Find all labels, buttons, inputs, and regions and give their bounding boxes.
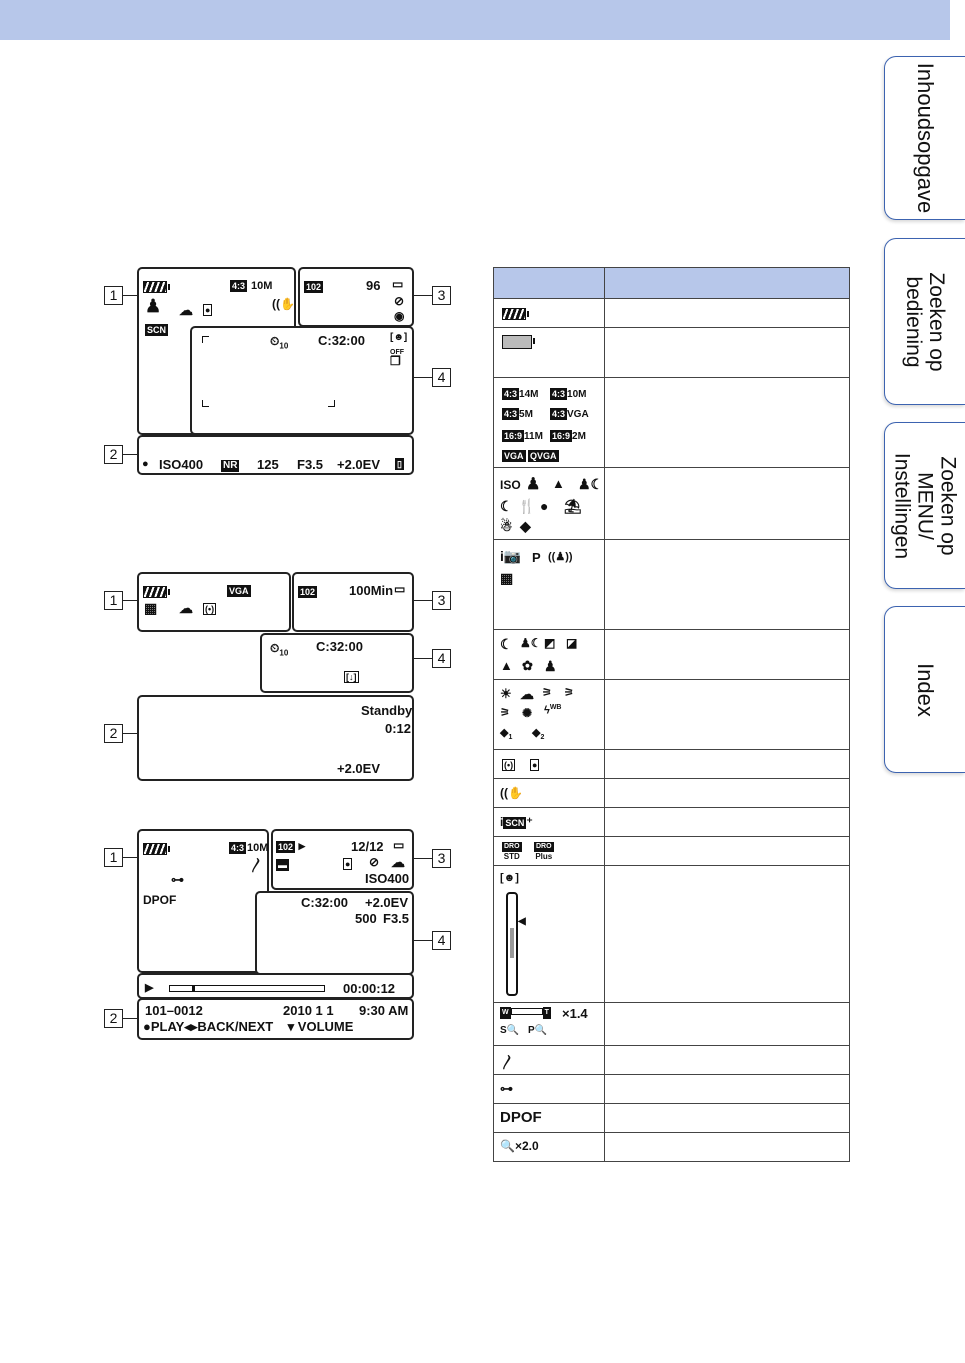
night-portrait-icon: ♟☾ <box>578 476 604 492</box>
remaining-time: 100Min <box>349 583 394 598</box>
aspect-badge: 4:3 <box>231 843 245 853</box>
high-sensitivity-icon: ISO <box>500 478 521 492</box>
night-icon: ☾ <box>500 498 513 514</box>
print-order-icon: 〳 <box>249 857 265 874</box>
focus-icon: [↓] <box>346 672 357 682</box>
table-row <box>494 1104 850 1133</box>
iso-value: ISO400 <box>159 457 204 472</box>
portrait-icon: ♟ <box>145 296 162 316</box>
folder-icon: 102 <box>306 282 322 292</box>
battery-empty-icon <box>502 335 532 349</box>
record-time: 9:30 AM <box>359 1003 409 1018</box>
playback-progress-thumb[interactable] <box>192 986 195 991</box>
rec-time: C:32:00 <box>318 333 365 348</box>
movie-vga-icon: VGA <box>504 451 524 461</box>
table-header-cell <box>494 268 605 299</box>
aspect-badge: 4:3 <box>232 281 246 291</box>
aperture-value: F3.5 <box>297 457 324 472</box>
table-row <box>494 378 850 468</box>
shutter-speed: 125 <box>257 457 279 472</box>
size-label: 14M <box>519 389 539 400</box>
table-row: i SCN ⁺ <box>494 808 850 837</box>
scn-icon: SCN <box>147 325 167 335</box>
table-header-cell <box>605 268 850 299</box>
table-row <box>494 1075 850 1104</box>
area-4-panel <box>260 633 414 693</box>
callout-line <box>412 940 432 941</box>
area-3-panel: 102 ▸ 12/12 ▭ ▬ ● ⊘ ☁ ISO400 <box>271 829 414 890</box>
callout-4: 4 <box>432 368 451 387</box>
area-3-panel <box>298 267 414 327</box>
tab-label: Inhoudsopgave <box>913 62 938 214</box>
smart-zoom-icon: S🔍 <box>500 1025 520 1036</box>
callout-3: 3 <box>432 286 451 305</box>
folder-icon: 102 <box>300 587 316 597</box>
frame-counter: 12/12 <box>351 839 384 854</box>
face-detect-off-icon: [☻] OFF <box>390 332 408 356</box>
size-label: 11M <box>524 431 543 442</box>
size-label: 10M <box>567 389 587 400</box>
area-2-panel <box>137 998 414 1040</box>
area-4-panel <box>255 891 414 975</box>
fluorescent-3-icon: ⚞ <box>500 707 510 719</box>
sensitivity-pointer-icon: ◀ <box>518 916 526 927</box>
cloudy-icon: ☁ <box>520 686 534 702</box>
battery-icon <box>502 308 526 320</box>
af-frame-corner <box>202 400 209 407</box>
program-auto-icon: P <box>532 550 541 565</box>
ev-value: +2.0EV <box>365 895 409 910</box>
size-label: 5M <box>519 409 533 420</box>
area-1-panel <box>137 572 291 632</box>
af-lock-icon: ▯ <box>397 459 402 469</box>
dpof-mark: DPOF <box>143 893 177 907</box>
area-1-panel <box>137 829 269 973</box>
callout-line <box>412 858 432 859</box>
cloudy-icon: ☁ <box>179 600 193 616</box>
iso-value: ISO400 <box>365 871 410 886</box>
record-date: 2010 1 1 <box>283 1003 334 1018</box>
table-header-row <box>494 268 850 299</box>
callout-2: 2 <box>104 724 123 743</box>
smile-sensitivity-gauge <box>506 892 518 996</box>
beach-icon: ⛱ <box>564 498 582 514</box>
aperture-value: F3.5 <box>383 911 410 926</box>
nr-icon: NR <box>223 460 238 471</box>
callout-line <box>123 295 139 296</box>
backlight-icon: ◩ <box>544 636 556 650</box>
memory-card-icon: ▭ <box>394 582 406 596</box>
steadyshot-icon: ((✋ <box>500 786 523 800</box>
aspect-badge: 16:9 <box>552 431 571 441</box>
dro-std-icon: DRO STD <box>503 843 520 861</box>
memory-card-icon: ▭ <box>393 838 405 852</box>
playback-zoom-icon: 🔍×2.0 <box>500 1139 539 1153</box>
flash-off-icon: ⊘ <box>369 855 380 869</box>
ev-value: +2.0EV <box>337 761 381 776</box>
metering-spot-icon: ● <box>345 859 351 869</box>
standby-status: Standby <box>361 703 413 718</box>
callout-line <box>412 600 432 601</box>
elapsed-time: 0:12 <box>385 721 412 736</box>
table-row <box>494 750 850 779</box>
smile-shutter-icon: [☻] <box>500 872 519 884</box>
battery-icon <box>143 281 167 293</box>
tab-label: Zoeken op bediening <box>902 271 948 372</box>
table-row <box>494 1046 850 1075</box>
underwater-icon: ◆ <box>520 518 531 534</box>
steadyshot-icon: ((✋ <box>272 297 295 311</box>
tab-zoeken-op-bediening[interactable] <box>884 238 965 405</box>
size-label: 2M <box>572 431 586 442</box>
zoom-scale-icon: W T <box>500 1007 551 1019</box>
tab-zoeken-op-menu[interactable] <box>884 422 965 589</box>
top-banner <box>0 0 950 40</box>
superior-auto-icon: SCN <box>505 818 525 828</box>
remaining-count: 96 <box>366 278 381 293</box>
button-guide: ●PLAY◂▸BACK/NEXT ▾ VOLUME <box>143 1019 354 1034</box>
folder-icon: 102 <box>278 842 294 852</box>
underwater-wb-2-icon: $◆_2$ <box>532 727 545 742</box>
callout-1: 1 <box>104 591 123 610</box>
easy-mode-icon: ((♟)) <box>548 551 573 563</box>
aspect-badge: 4:3 <box>504 409 518 419</box>
self-timer-icon: $⏲_{10}$ <box>270 334 289 351</box>
table-row <box>494 328 850 378</box>
incandescent-icon: ✺ <box>522 706 533 720</box>
callout-4: 4 <box>432 649 451 668</box>
area-4-panel <box>190 326 414 435</box>
metering-spot-icon: ● <box>205 305 211 315</box>
table-row <box>494 779 850 808</box>
table-row <box>494 630 850 680</box>
table-row <box>494 299 850 328</box>
cloudy-icon: ☁ <box>391 854 405 870</box>
callout-4: 4 <box>432 931 451 950</box>
playback-bar-panel <box>137 973 414 999</box>
landscape-icon: ▲ <box>500 658 513 673</box>
size-label: VGA <box>567 409 589 420</box>
icon-legend-table <box>493 267 850 1162</box>
callout-line <box>123 1018 139 1019</box>
metering-multi-icon: (•) <box>205 604 215 614</box>
dpof-mark: DPOF <box>500 1109 542 1126</box>
burst-icon: ❐ <box>390 354 401 368</box>
table-row <box>494 680 850 750</box>
callout-line <box>412 658 432 659</box>
intelligent-auto-icon: i📷 <box>500 548 522 564</box>
portrait-icon: ♟ <box>544 658 557 674</box>
quality-icon: ▬ <box>278 860 287 870</box>
play-icon[interactable]: ▶ <box>145 982 154 994</box>
tab-index[interactable] <box>884 606 965 773</box>
cloudy-icon: ☁ <box>179 302 193 318</box>
movie-size-icon: VGA <box>229 586 249 596</box>
pet-icon: ● <box>540 498 549 514</box>
flash-wb-icon: $ϟ^{WB}$ <box>544 704 562 717</box>
callout-3: 3 <box>432 849 451 868</box>
callout-line <box>412 377 432 378</box>
image-size: 10M <box>251 280 273 292</box>
movie-mode-icon: ▦ <box>500 570 514 586</box>
daylight-icon: ☀ <box>500 686 512 701</box>
ev-value: +2.0EV <box>337 457 381 472</box>
aspect-badge: 4:3 <box>504 389 518 399</box>
backlight-portrait-icon: ◪ <box>566 636 578 650</box>
table-row <box>494 1003 850 1046</box>
memory-card-icon: ▭ <box>392 277 404 291</box>
aspect-badge: 4:3 <box>552 389 566 399</box>
battery-icon <box>143 586 167 598</box>
dro-plus-icon: DRO Plus <box>535 843 553 861</box>
callout-1: 1 <box>104 848 123 867</box>
area-2-panel <box>137 695 414 781</box>
callout-line <box>123 454 139 455</box>
record-dot-icon: ● <box>142 458 149 470</box>
aspect-badge: 16:9 <box>504 431 523 441</box>
table-row <box>494 837 850 866</box>
callout-2: 2 <box>104 1009 123 1028</box>
callout-line <box>123 600 139 601</box>
area-2-panel <box>137 435 414 475</box>
aspect-badge: 4:3 <box>552 409 566 419</box>
print-order-icon: 〳 <box>500 1054 516 1071</box>
snow-icon: ☃ <box>500 518 513 534</box>
night-icon: ☾ <box>500 636 513 652</box>
callout-2: 2 <box>104 445 123 464</box>
area-3-panel <box>292 572 414 632</box>
movie-mode-icon: ▦ <box>144 600 158 616</box>
flash-off-icon: ⊘ <box>394 294 405 308</box>
table-row <box>494 1133 850 1162</box>
landscape-icon: ▲ <box>552 476 565 491</box>
underwater-wb-1-icon: $◆_1$ <box>500 727 513 742</box>
tab-label: Zoeken op MENU/ Instellingen <box>890 452 960 559</box>
protect-key-icon: ⊶ <box>171 872 184 887</box>
protect-key-icon: ⊶ <box>500 1081 513 1096</box>
precision-zoom-icon: P🔍 <box>528 1025 548 1036</box>
image-size: 10M <box>247 842 269 854</box>
af-frame-corner <box>202 336 209 343</box>
playback-progress-bar[interactable] <box>169 985 325 992</box>
fluorescent-1-icon: ⚞ <box>542 687 552 699</box>
file-number: 101–0012 <box>145 1003 203 1018</box>
callout-3: 3 <box>432 591 451 610</box>
callout-line <box>123 857 139 858</box>
shutter-speed: 500 <box>355 911 377 926</box>
play-time: 00:00:12 <box>343 981 396 996</box>
rec-time: C:32:00 <box>316 639 363 654</box>
rec-time: C:32:00 <box>301 895 348 910</box>
fluorescent-2-icon: ⚞ <box>564 687 574 699</box>
callout-line <box>412 295 432 296</box>
metering-spot-icon: ● <box>532 760 538 770</box>
table-row <box>494 866 850 1003</box>
metering-multi-icon: (•) <box>504 760 514 770</box>
table-row <box>494 468 850 540</box>
self-timer-icon: $⏲_{10}$ <box>270 641 289 658</box>
macro-icon: ✿ <box>522 658 533 673</box>
tab-label: Index <box>913 662 938 717</box>
gourmet-icon: 🍴 <box>518 498 536 514</box>
movie-qvga-icon: QVGA <box>530 451 557 461</box>
callout-line <box>123 733 139 734</box>
portrait-icon: ♟ <box>526 476 541 493</box>
battery-icon <box>143 843 167 855</box>
af-frame-corner <box>328 400 335 407</box>
tab-inhoudsopgave[interactable] <box>884 56 965 220</box>
smile-sensitivity-level <box>510 928 514 958</box>
callout-1: 1 <box>104 286 123 305</box>
red-eye-icon: ◉ <box>394 309 405 323</box>
night-portrait-icon: ♟☾ <box>520 636 542 650</box>
zoom-ratio: ×1.4 <box>562 1006 588 1021</box>
table-row <box>494 540 850 630</box>
